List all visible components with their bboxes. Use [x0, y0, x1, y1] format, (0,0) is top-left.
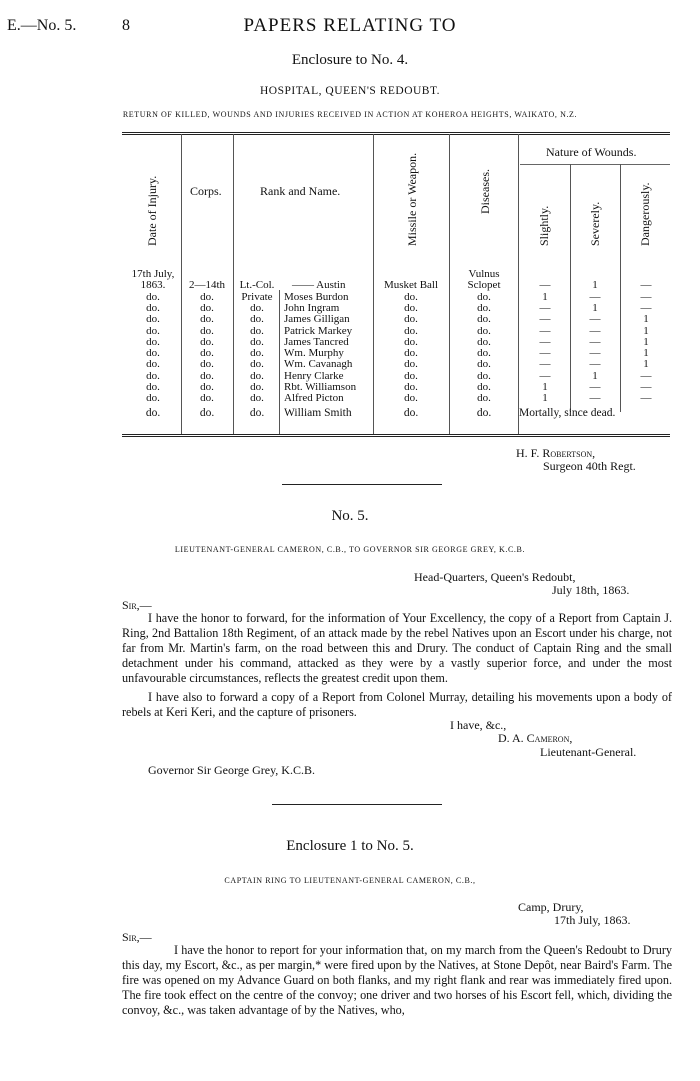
- header-missile: Missile or Weapon.: [405, 152, 419, 246]
- cell-date: do.: [146, 347, 160, 360]
- cell-date: do.: [146, 301, 160, 314]
- cell-corps: do.: [200, 335, 214, 348]
- cell-name: Wm. Cavanagh: [284, 358, 353, 371]
- cell-missile: do.: [404, 369, 418, 382]
- running-title: PAPERS RELATING TO: [243, 15, 457, 36]
- cell-slightly: 1: [542, 290, 548, 303]
- cell-severely: 1: [592, 369, 598, 382]
- enclosure1-place: Camp, Drury,: [518, 900, 584, 914]
- enclosure1-title: Enclosure 1 to No. 5.: [286, 838, 414, 854]
- cell-corps: 2—14th: [188, 279, 226, 292]
- no5-salutation: Sir,—: [122, 598, 152, 612]
- cell-corps: do.: [200, 358, 214, 371]
- table-top-rule: [122, 132, 670, 133]
- no5-signature-name: D. A. Cameron,: [498, 731, 573, 745]
- cell-missile: do.: [404, 358, 418, 371]
- header-diseases: Diseases.: [478, 169, 492, 214]
- cell-dangerously: 1: [643, 347, 649, 360]
- cell-date: do.: [146, 381, 160, 393]
- cell-name: Patrick Markey: [284, 324, 353, 337]
- cell-rank: Private: [241, 290, 273, 303]
- cell-rank: do.: [249, 407, 265, 419]
- cell-severely: —: [589, 335, 601, 348]
- header-corps: Corps.: [190, 184, 222, 198]
- cell-missile: do.: [404, 301, 418, 314]
- cell-name: James Tancred: [284, 335, 349, 348]
- no5-date: July 18th, 1863.: [552, 583, 630, 597]
- enclosure1-caption: CAPTAIN RING TO LIEUTENANT-GENERAL CAMERON, C.B.,: [224, 876, 476, 885]
- cell-missile: do.: [404, 290, 418, 303]
- cell-slightly: —: [539, 324, 551, 337]
- cell-disease: do.: [477, 313, 491, 326]
- cell-corps: do.: [199, 407, 215, 419]
- cell-missile: do.: [404, 381, 418, 393]
- cell-disease: do.: [477, 369, 491, 382]
- no5-place: Head-Quarters, Queen's Redoubt,: [414, 570, 576, 584]
- cell-dangerously: —: [640, 279, 652, 292]
- enclosure1-paragraph-1: I have the honor to report for your information that, on my march from the Queen's Redoubt to Drury this day, my Escort, &c., as per margin,* were fired upon by the Natives, at Stone Depôt, near Baird's Farm. The fire was opened on my Advance Guard on both flanks, and my right flank and rear was immediately fired upon. The fire took effect on the centre of the convoy; one driver and two horses of his Escort fell, which, dividing the convoy, &c., was taken advantage of by the Natives, who,: [122, 943, 672, 1017]
- cell-date: do.: [146, 335, 160, 348]
- cell-slightly: —: [539, 347, 551, 360]
- cell-name: John Ingram: [284, 301, 340, 314]
- header-severely: Severely.: [588, 201, 602, 246]
- cell-disease: do.: [476, 407, 492, 419]
- cell-corps: do.: [200, 347, 214, 360]
- cell-note: Mortally, since dead.: [519, 407, 616, 419]
- cell-disease: do.: [477, 335, 491, 348]
- cell-severely: —: [589, 324, 601, 337]
- cell-rank: do.: [250, 358, 264, 371]
- table-row: [0, 393, 700, 404]
- table-bottom-rule: [122, 434, 670, 435]
- cell-name: —— Austin: [292, 279, 346, 292]
- cell-slightly: —: [539, 313, 551, 326]
- section-divider: [282, 484, 442, 485]
- document-reference: E.—No. 5.: [7, 17, 77, 34]
- header-date: Date of Injury.: [145, 175, 159, 246]
- cell-dangerously: 1: [643, 358, 649, 371]
- no5-addressee: Governor Sir George Grey, K.C.B.: [148, 763, 315, 777]
- table-top-rule-2: [122, 134, 670, 135]
- no5-paragraph-1: I have the honor to forward, for the information of Your Excellency, the copy of a Report from Captain J. Ring, 2nd Battalion 18th Regiment, of an attack made by the rebel Natives upon an Escort under his charge, not far from Mr. Martin's farm, on the road between this and Drury. The conduct of Captain Ring and the small detachment under his command, attacked as they were by a vastly superior force, and under the most unfavourable circumstances, reflects the greatest credit upon them.: [122, 611, 672, 685]
- cell-name: Moses Burdon: [284, 290, 349, 303]
- cell-severely: 1: [592, 279, 598, 292]
- cell-rank: Lt.-Col.: [239, 279, 275, 292]
- cell-severely: 1: [592, 301, 598, 314]
- cell-rank: do.: [250, 347, 264, 360]
- header-slightly: Slightly.: [537, 205, 551, 246]
- cell-dangerously: —: [640, 290, 652, 303]
- no5-closing: I have, &c.,: [450, 718, 507, 732]
- header-dangerously: Dangerously.: [638, 182, 652, 246]
- cell-dangerously: 1: [643, 313, 649, 326]
- page-header: [0, 15, 700, 39]
- enclosure1-date: 17th July, 1863.: [554, 913, 631, 927]
- cell-rank: do.: [250, 301, 264, 314]
- cell-dangerously: 1: [643, 335, 649, 348]
- cell-disease: do.: [477, 358, 491, 371]
- cell-missile: do.: [404, 313, 418, 326]
- cell-corps: do.: [200, 324, 214, 337]
- cell-dangerously: —: [640, 392, 652, 405]
- cell-date: 1863.: [140, 279, 166, 292]
- cell-name: William Smith: [284, 407, 352, 419]
- table-row: [0, 280, 700, 291]
- cell-date: do.: [146, 358, 160, 371]
- cell-slightly: 1: [542, 392, 548, 405]
- table-bottom-rule-2: [122, 436, 670, 437]
- section-divider: [272, 804, 442, 805]
- table-row: [0, 314, 700, 325]
- table-row: [0, 359, 700, 370]
- cell-date: do.: [146, 324, 160, 337]
- header-nature: Nature of Wounds.: [546, 145, 637, 159]
- cell-severely: —: [589, 347, 601, 360]
- cell-disease: do.: [477, 324, 491, 337]
- cell-name: Rbt. Williamson: [284, 381, 357, 393]
- cell-name: Wm. Murphy: [284, 347, 344, 360]
- cell-dangerously: —: [640, 369, 652, 382]
- cell-rank: do.: [250, 335, 264, 348]
- cell-disease: do.: [477, 381, 491, 393]
- cell-rank: do.: [250, 313, 264, 326]
- cell-date: do.: [146, 290, 160, 303]
- cell-slightly: —: [539, 358, 551, 371]
- cell-dangerously: —: [640, 301, 652, 314]
- enclosure4-title: Enclosure to No. 4.: [291, 52, 409, 68]
- cell-rank: do.: [250, 324, 264, 337]
- cell-corps: do.: [200, 290, 214, 303]
- cell-severely: —: [589, 290, 601, 303]
- cell-disease: Sclopet: [467, 279, 501, 292]
- cell-severely: —: [589, 381, 601, 393]
- cell-missile: Musket Ball: [383, 279, 439, 292]
- cell-severely: —: [589, 313, 601, 326]
- cell-rank: do.: [250, 369, 264, 382]
- cell-date: do.: [146, 392, 160, 405]
- cell-name: James Gilligan: [284, 313, 350, 326]
- page-number: 8: [122, 17, 130, 34]
- cell-corps: do.: [200, 369, 214, 382]
- cell-slightly: —: [539, 279, 551, 292]
- nature-header-rule: [520, 164, 670, 165]
- no5-title: No. 5.: [331, 508, 369, 524]
- cell-missile: do.: [404, 324, 418, 337]
- cell-name: Alfred Picton: [284, 392, 344, 405]
- cell-rank: do.: [250, 392, 264, 405]
- cell-slightly: —: [539, 335, 551, 348]
- no5-signature-title: Lieutenant-General.: [540, 745, 637, 759]
- signature-name: H. F. Robertson,: [516, 446, 596, 460]
- enclosure4-subtitle: HOSPITAL, QUEEN'S REDOUBT.: [259, 85, 441, 97]
- cell-date: do.: [146, 369, 160, 382]
- cell-missile: do.: [404, 347, 418, 360]
- cell-name: Henry Clarke: [284, 369, 344, 382]
- header-rank-name: Rank and Name.: [260, 184, 341, 198]
- cell-rank: do.: [250, 381, 264, 393]
- cell-date: do.: [145, 407, 161, 419]
- cell-missile: do.: [403, 407, 419, 419]
- table-row: [0, 408, 700, 419]
- no5-paragraph-2: I have also to forward a copy of a Report from Colonel Murray, detailing his movements upon a body of rebels at Keri Keri, and the capture of prisoners.: [122, 690, 672, 719]
- cell-severely: —: [589, 358, 601, 371]
- cell-date: 17th July,: [131, 268, 175, 280]
- cell-slightly: 1: [542, 381, 548, 393]
- cell-disease: do.: [477, 301, 491, 314]
- cell-missile: do.: [404, 392, 418, 405]
- cell-corps: do.: [200, 313, 214, 326]
- cell-dangerously: —: [640, 381, 652, 393]
- cell-dangerously: 1: [643, 324, 649, 337]
- cell-disease: do.: [477, 290, 491, 303]
- enclosure4-caption: RETURN OF KILLED, WOUNDS AND INJURIES RECEIVED IN ACTION AT KOHEROA HEIGHTS, WAIKATO, N.Z.: [122, 110, 578, 119]
- cell-disease: do.: [477, 347, 491, 360]
- cell-corps: do.: [200, 301, 214, 314]
- cell-severely: —: [589, 392, 601, 405]
- cell-missile: do.: [404, 335, 418, 348]
- cell-slightly: —: [539, 301, 551, 314]
- enclosure1-salutation: Sir,—: [122, 930, 152, 944]
- cell-corps: do.: [200, 381, 214, 393]
- cell-slightly: —: [539, 369, 551, 382]
- cell-disease: do.: [477, 392, 491, 405]
- signature-title: Surgeon 40th Regt.: [543, 459, 636, 473]
- no5-caption: LIEUTENANT-GENERAL CAMERON, C.B., TO GOVERNOR SIR GEORGE GREY, K.C.B.: [174, 545, 526, 554]
- cell-corps: do.: [200, 392, 214, 405]
- cell-date: do.: [146, 313, 160, 326]
- cell-disease: Vulnus: [468, 268, 500, 280]
